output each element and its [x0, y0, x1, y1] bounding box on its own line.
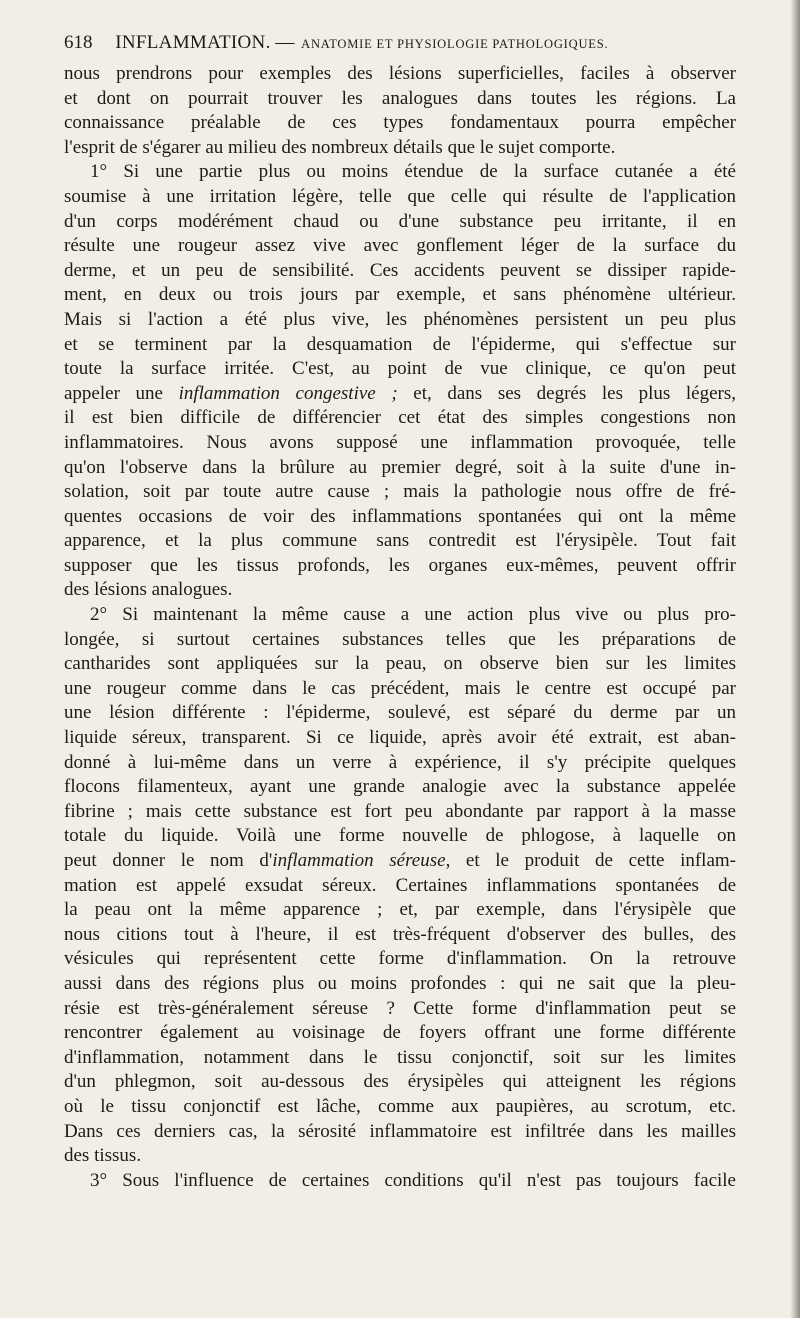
page-number: 618: [64, 32, 93, 53]
text-line: inflammatoires. Nous avons supposé une inflammation provoquée, telle: [64, 431, 736, 453]
text-line: liquide séreux, transparent. Si ce liquide, après avoir été extrait, est aban-: [64, 727, 736, 749]
text-line: totale du liquide. Voilà une forme nouvelle de phlogose, à laquelle on: [64, 825, 736, 847]
text-line: où le tissu conjonctif est lâche, comme aux paupières, au scrotum, etc.: [64, 1095, 736, 1117]
text-line: Dans ces derniers cas, la sérosité inflammatoire est infiltrée dans les mailles: [64, 1120, 736, 1142]
text-line: donné à lui-même dans un verre à expérience, il s'y précipite quelques: [64, 751, 736, 773]
text-segment: et, dans ses degrés les plus légers,: [397, 382, 736, 404]
text-line: longée, si surtout certaines substances telles que les préparations de: [64, 628, 736, 650]
text-line: [64, 382, 736, 407]
text-line: vésicules qui représentent cette forme d'inflammation. On la retrouve: [64, 948, 736, 970]
text-line: nous prendrons pour exemples des lésions superficielles, faciles à observer: [64, 63, 736, 84]
text-line: 1° Si une partie plus ou moins étendue de la surface cutanée a été: [90, 161, 736, 183]
header-title: INFLAMMATION.: [115, 32, 271, 53]
text-line: soumise à une irritation légère, telle que celle qui résulte de l'application: [64, 185, 736, 207]
header-separator: —: [275, 32, 295, 53]
text-line: il est bien difficile de différencier cet état des simples congestions non: [64, 407, 736, 429]
text-line: connaissance préalable de ces types fondamentaux pourra empêcher: [64, 112, 736, 134]
text-line: derme, et un peu de sensibilité. Ces accidents peuvent se dissiper rapide-: [64, 259, 736, 281]
text-line: supposer que les tissus profonds, les organes eux-mêmes, peuvent offrir: [64, 554, 736, 576]
text-line: cantharides sont appliquées sur la peau, on observe bien sur les limites: [64, 653, 736, 675]
body-text: [64, 62, 736, 1193]
text-line: fibrine ; mais cette substance est fort peu abondante par rapport à la masse: [64, 800, 736, 822]
text-line: et se terminent par la desquamation de l'épiderme, qui s'effectue sur: [64, 333, 736, 355]
text-line: résulte une rougeur assez vive avec gonflement léger de la surface du: [64, 235, 736, 257]
text-line: Mais si l'action a été plus vive, les phénomènes persistent un peu plus: [64, 308, 736, 330]
text-line: résie est très-généralement séreuse ? Cette forme d'inflammation peut se: [64, 997, 736, 1019]
text-line: et dont on pourrait trouver les analogues dans toutes les régions. La: [64, 87, 736, 109]
text-line: nous citions tout à l'heure, il est très-fréquent d'observer des bulles, des: [64, 923, 736, 945]
text-line: mation est appelé exsudat séreux. Certaines inflammations spontanées de: [64, 874, 736, 896]
italic-term: inflammation congestive ;: [178, 382, 398, 404]
page-edge-shadow: [790, 0, 800, 1318]
text-line: une lésion différente : l'épiderme, soulevé, est séparé du derme par un: [64, 702, 736, 724]
text-line: ment, en deux ou trois jours par exemple, et sans phénomène ultérieur.: [64, 284, 736, 306]
text-segment: , et le produit de cette inflam-: [445, 850, 736, 871]
text-segment: appeler une: [64, 382, 179, 404]
text-line: [64, 849, 736, 874]
text-line: des tissus.: [64, 1145, 142, 1167]
text-line: d'inflammation, notamment dans le tissu conjonctif, soit sur les limites: [64, 1046, 736, 1068]
text-line: des lésions analogues.: [64, 579, 233, 601]
text-line: flocons filamenteux, ayant une grande analogie avec la substance appelée: [64, 776, 736, 798]
text-line: 2° Si maintenant la même cause a une action plus vive ou plus pro-: [90, 604, 736, 626]
text-line: d'un corps modérément chaud ou d'une substance peu irritante, il en: [64, 210, 736, 232]
running-header: [64, 30, 736, 56]
text-line: solation, soit par toute autre cause ; mais la pathologie nous offre de fré-: [64, 481, 736, 503]
text-line: aussi dans des régions plus ou moins profondes : qui ne sait que la pleu-: [64, 972, 736, 994]
text-line: 3° Sous l'influence de certaines conditions qu'il n'est pas toujours facile: [90, 1169, 736, 1191]
header-subtitle: ANATOMIE ET PHYSIOLOGIE PATHOLOGIQUES.: [301, 37, 609, 51]
text-line: apparence, et la plus commune sans contredit est l'érysipèle. Tout fait: [64, 530, 736, 552]
text-line: toute la surface irritée. C'est, au point de vue clinique, ce qu'on peut: [64, 358, 736, 380]
text-line: une rougeur comme dans le cas précédent, mais le centre est occupé par: [64, 677, 736, 699]
text-line: la peau ont la même apparence ; et, par exemple, dans l'érysipèle que: [64, 899, 736, 921]
text-line: quentes occasions de voir des inflammations spontanées qui ont la même: [64, 505, 736, 527]
text-line: qu'on l'observe dans la brûlure au premier degré, soit à la suite d'une in-: [64, 456, 736, 478]
text-segment: peut donner le nom d': [64, 850, 273, 871]
text-line: rencontrer également au voisinage de foyers offrant une forme différente: [64, 1022, 736, 1044]
text-line: d'un phlegmon, soit au-dessous des érysipèles qui atteignent les régions: [64, 1071, 736, 1093]
text-line: l'esprit de s'égarer au milieu des nombreux détails que le sujet comporte.: [64, 136, 616, 158]
italic-term: inflammation séreuse: [272, 850, 446, 871]
